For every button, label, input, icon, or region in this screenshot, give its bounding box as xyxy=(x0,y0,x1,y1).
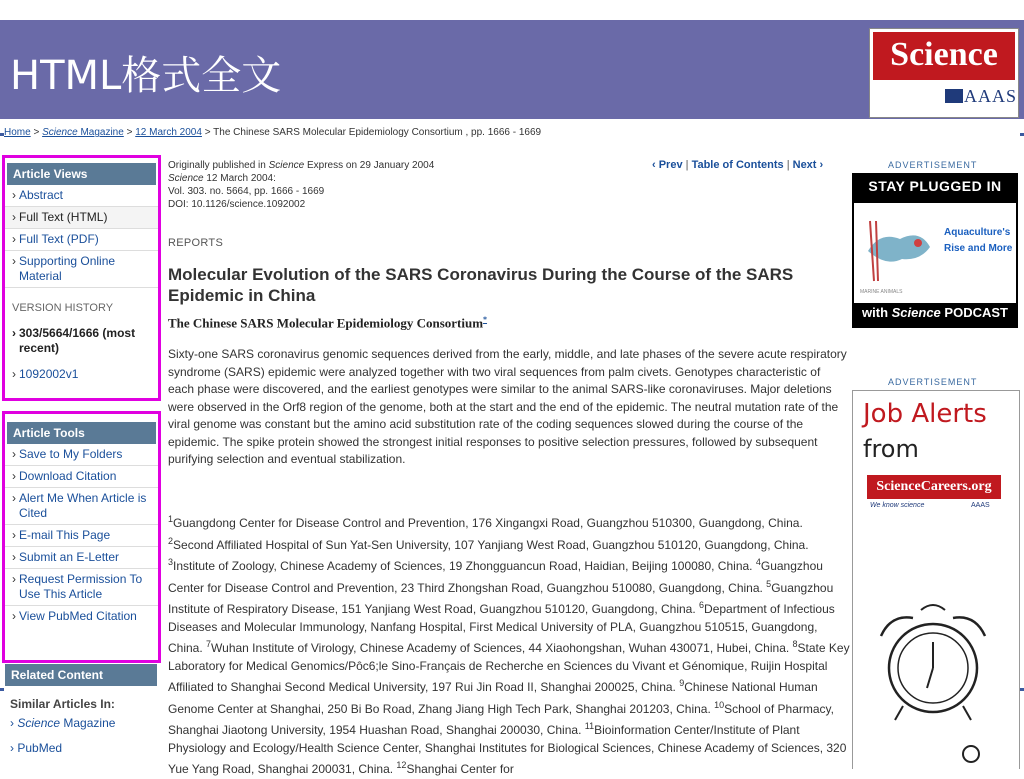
margin-marker xyxy=(1020,688,1024,691)
affiliation-text: Bioinformation Center/Institute of Plant Physiology and Ecology/Health Science Center, Shanghai Institutes for Biological Sciences, Chinese Academy of Sciences, 320 Yue Yang Road, Shanghai 200031, China. xyxy=(168,723,847,776)
publication-info: Originally published in Science Express on 29 January 2004 Science 12 March 2004: Vol. 303. no. 5664, pp. 1666 - 1669 DOI: 10.1126/science.1092002 xyxy=(168,160,435,210)
affiliation-text: Second Affiliated Hospital of Sun Yat-Sen University, 107 Yanjiang West Road, Guangzhou 510120, Guangdong, China. xyxy=(173,537,809,552)
job-alerts-from: from xyxy=(863,435,919,463)
abstract-link[interactable]: › Abstract xyxy=(5,185,158,207)
section-label: REPORTS xyxy=(168,237,224,249)
job-alerts-headline: Job Alerts xyxy=(863,399,987,429)
affiliation-text: Department of Infectious Diseases and Molecular Immunology, Nanfang Hospital, First Medical University of PLA, Guangzhou 510515, Guangdong, China. xyxy=(168,602,835,655)
affiliation-text: State Key Laboratory for Medical Genomics/Pôc6;le Sino-Français de Recherche en Sciences du Vivant et Génomique, Ruijin Hospital Affiliated to Shanghai Second Medical University, 197 Rui Jin Road II, Shanghai 200025, China. xyxy=(168,641,850,694)
affiliation-number: 9 xyxy=(679,678,685,688)
advertisement-label: ADVERTISEMENT xyxy=(888,160,978,170)
article-navigation: ‹ Prev | Table of Contents | Next › xyxy=(652,159,824,171)
podcast-ad-image xyxy=(854,203,1016,303)
breadcrumb xyxy=(4,127,541,138)
job-alerts-ad[interactable] xyxy=(852,390,1020,769)
advertisement-label: ADVERTISEMENT xyxy=(888,377,978,387)
breadcrumb-separator: > xyxy=(30,127,43,138)
related-content-heading: Related Content xyxy=(5,664,157,686)
article-views-heading: Article Views xyxy=(7,163,156,185)
version-current: › 303/5664/1666 (most recent) xyxy=(5,324,158,358)
affiliation-number: 7 xyxy=(206,639,212,649)
affiliation-number: 12 xyxy=(396,760,407,770)
affiliation-text: Wuhan Institute of Virology, Chinese Academy of Sciences, 44 Xiaohongshan, Wuhan 430071, Hubei, China. xyxy=(211,641,793,655)
similar-articles-label: Similar Articles In: xyxy=(10,697,115,711)
affiliation-number: 4 xyxy=(755,557,761,567)
next-link[interactable]: Next › xyxy=(792,159,824,171)
affiliation-text: Guangzhou Center for Disease Control and Prevention, 23 Third Zhongshan Road, Guangzhou 510080, Guangdong, China. xyxy=(168,559,823,595)
podcast-ad-headline: STAY PLUGGED IN xyxy=(868,178,1002,194)
affiliation-number: 3 xyxy=(168,557,174,567)
sciencecareers-logo: ScienceCareers.org We know science AAAS xyxy=(867,475,1001,513)
affiliation-number: 8 xyxy=(792,639,798,649)
affiliation-number: 10 xyxy=(714,699,725,710)
article-title: Molecular Evolution of the SARS Coronavirus During the Course of the SARS Epidemic in China xyxy=(168,265,794,305)
affiliation-text: Shanghai Center for xyxy=(406,762,514,776)
breadcrumb-issue-link[interactable]: 12 March 2004 xyxy=(135,127,202,138)
article-tools-box xyxy=(2,411,161,663)
affiliation-number: 11 xyxy=(584,721,595,731)
full-text-pdf-link[interactable]: › Full Text (PDF) xyxy=(5,229,158,251)
affiliation-text: Guangzhou Institute of Respiratory Disease, 151 Yanjiang West Road, Guangzhou 510120, Guangdong, China. xyxy=(168,580,834,616)
full-text-html-link[interactable]: › Full Text (HTML) xyxy=(5,207,158,229)
slide-banner xyxy=(0,20,1024,119)
podcast-ad-footer: with Science PODCAST xyxy=(862,305,1008,320)
affiliation-number: 5 xyxy=(766,578,772,589)
marine-animal-illustration-icon xyxy=(860,211,940,291)
article-tools-heading: Article Tools xyxy=(7,422,156,444)
breadcrumb-magazine-link[interactable]: Science Magazine xyxy=(42,127,124,138)
submit-eletter-link[interactable]: › Submit an E-Letter xyxy=(5,547,158,569)
article-views-box xyxy=(2,155,161,401)
download-citation-link[interactable]: › Download Citation xyxy=(5,466,158,488)
breadcrumb-current: > The Chinese SARS Molecular Epidemiology Consortium , pp. 1666 - 1669 xyxy=(201,127,542,138)
similar-pubmed-link[interactable]: › PubMed xyxy=(10,741,63,755)
aaas-label: AAAS xyxy=(964,86,1018,106)
supporting-material-link[interactable]: › Supporting Online Material xyxy=(5,251,158,288)
margin-marker xyxy=(0,688,4,691)
breadcrumb-separator: > xyxy=(123,127,136,138)
pubmed-citation-link[interactable]: › View PubMed Citation xyxy=(5,606,158,627)
breadcrumb-home-link[interactable]: Home xyxy=(4,127,31,138)
podcast-ad[interactable] xyxy=(852,173,1018,328)
request-permission-link[interactable]: › Request Permission To Use This Article xyxy=(5,569,158,606)
aaas-wordmark xyxy=(945,86,1017,107)
article-authors: The Chinese SARS Molecular Epidemiology Consortium* xyxy=(168,315,488,331)
affiliation-text: Guangdong Center for Disease Control and Prevention, 176 Xingangxi Road, Guangzhou 510300, Guangdong, China. xyxy=(173,516,803,530)
alarm-clock-icon xyxy=(861,596,1011,766)
affiliation-text: Chinese National Human Genome Center at Shanghai, 250 Bi Bo Road, Zhang Jiang High Tech Park, Shanghai 201203, China. xyxy=(168,680,818,716)
affiliation-text: Institute of Zoology, Chinese Academy of Sciences, 19 Zhongguancun Road, Haidian, Beijing 100080, China. xyxy=(173,559,756,573)
affiliation-text: School of Pharmacy, Shanghai Jiaotong University, 1954 Huashan Road, Shanghai 200030, China. xyxy=(168,701,834,737)
affiliation-number: 1 xyxy=(168,514,174,524)
margin-marker xyxy=(1020,133,1024,136)
author-footnote-link[interactable]: * xyxy=(483,315,488,324)
affiliation-number: 6 xyxy=(699,600,705,610)
version-link-1092002v1[interactable]: › 1092002v1 xyxy=(5,364,158,385)
science-wordmark: Science xyxy=(873,32,1015,80)
article-abstract: Sixty-one SARS coronavirus genomic sequences derived from the early, middle, and late phases of the severe acute respiratory syndrome (SARS) epidemic were analyzed together with two viral sequences from palm civets. Genotypes characteristic of each phase were discovered, and the earliest genotypes were similar to the animal SARS-like coronaviruses. Major deletions were observed in the Orf8 region of the genome, both at the start and the end of the epidemic. The neutral mutation rate of the viral genome was constant but the amino acid substitution rate of the coding sequences slowed during the course of the epidemic. The spike protein showed the strongest initial responses to positive selection pressures, followed by subsequent purifying selection and eventual stabilization. xyxy=(168,347,847,466)
podcast-ad-caption: Aquaculture's Rise and More xyxy=(944,227,1013,254)
alert-when-cited-link[interactable]: › Alert Me When Article is Cited xyxy=(5,488,158,525)
version-history-label: VERSION HISTORY xyxy=(12,302,114,314)
save-to-folders-link[interactable]: › Save to My Folders xyxy=(5,444,158,466)
table-of-contents-link[interactable]: Table of Contents xyxy=(691,159,784,171)
banner-title: HTML格式全文 xyxy=(10,53,282,99)
author-affiliations xyxy=(168,511,850,779)
similar-science-link[interactable]: › Science Magazine xyxy=(10,716,116,730)
aaas-mark-icon xyxy=(945,89,963,103)
email-page-link[interactable]: › E-mail This Page xyxy=(5,525,158,547)
illustration-caption: MARINE ANIMALS xyxy=(860,289,903,295)
affiliation-number: 2 xyxy=(168,535,174,546)
prev-link[interactable]: ‹ Prev xyxy=(652,159,683,171)
science-logo[interactable] xyxy=(869,28,1019,118)
